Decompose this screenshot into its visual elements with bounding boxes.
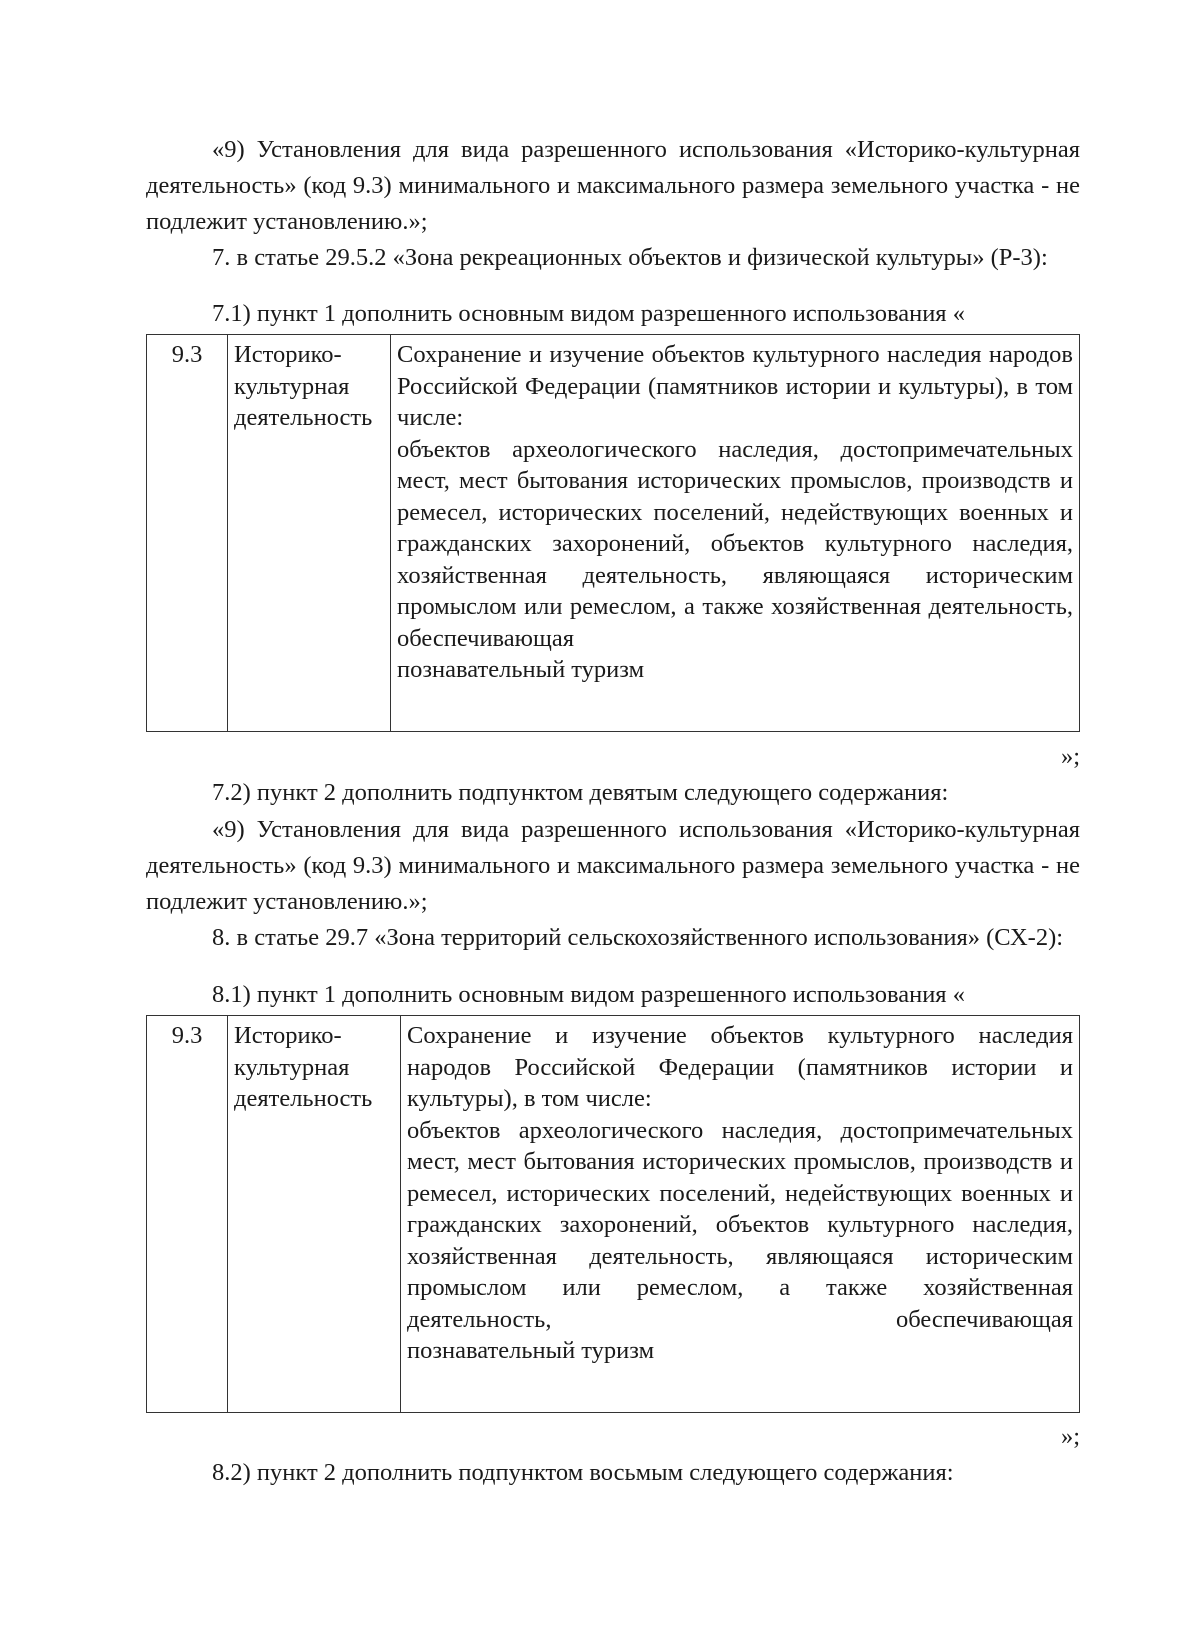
land-use-table-1 xyxy=(146,334,1080,732)
table-cell-description xyxy=(391,335,1080,732)
paragraph-9-establishment: «9) Установления для вида разрешенного использования «Историко-культурная деятельность» (код 9.3) минимального и максимального размера земельного участка - не подлежит установлению.»; xyxy=(146,136,1080,235)
paragraph-9-establishment-2: «9) Установления для вида разрешенного использования «Историко-культурная деятельность» (код 9.3) минимального и максимального размера земельного участка - не подлежит установлению.»; xyxy=(146,816,1080,915)
description-body: объектов археологического наследия, достопримечательных мест, мест бытования исторических промыслов, производств и ремесел, исторических поселений, недействующих военных и гражданских захоронений, объектов культурного наследия, хозяйственная деятельность, являющаяся историческим промыслом или ремеслом, а также хозяйственная деятельность, обеспечивающая xyxy=(397,435,1073,652)
table-row xyxy=(147,1016,1080,1413)
table-cell-name: Историко-культурная деятельность xyxy=(228,1016,401,1413)
paragraph-item-7-2: 7.2) пункт 2 дополнить подпунктом девятым следующего содержания: xyxy=(212,779,949,806)
paragraph-item-7: 7. в статье 29.5.2 «Зона рекреационных объектов и физической культуры» (Р-3): xyxy=(212,244,1048,271)
land-use-table-2 xyxy=(146,1015,1080,1413)
paragraph-item-8-2: 8.2) пункт 2 дополнить подпунктом восьмым следующего содержания: xyxy=(212,1459,954,1486)
paragraph-item-8: 8. в статье 29.7 «Зона территорий сельскохозяйственного использования» (СХ-2): xyxy=(212,924,1064,951)
description-end: познавательный туризм xyxy=(407,1337,655,1364)
closing-quote-1: »; xyxy=(1060,743,1080,770)
description-body: объектов археологического наследия, достопримечательных мест, мест бытования исторических промыслов, производств и ремесел, исторических поселений, недействующих военных и гражданских захоронений, объектов культурного наследия, хозяйственная деятельность, являющаяся историческим промыслом или ремеслом, а также хозяйственная деятельность, обеспечивающая xyxy=(407,1116,1073,1333)
table-cell-description xyxy=(401,1016,1080,1413)
table-row xyxy=(147,335,1080,732)
description-end: познавательный туризм xyxy=(397,656,645,683)
closing-quote-2: »; xyxy=(1060,1423,1080,1450)
description-intro: Сохранение и изучение объектов культурного наследия народов Российской Федерации (памятников истории и культуры), в том числе: xyxy=(397,341,1073,431)
table-cell-code: 9.3 xyxy=(147,1016,228,1413)
paragraph-item-7-1: 7.1) пункт 1 дополнить основным видом разрешенного использования « xyxy=(212,300,965,327)
paragraph-item-8-1: 8.1) пункт 1 дополнить основным видом разрешенного использования « xyxy=(212,981,965,1008)
table-cell-name: Историко-культурная деятельность xyxy=(228,335,391,732)
description-intro: Сохранение и изучение объектов культурного наследия народов Российской Федерации (памятников истории и культуры), в том числе: xyxy=(407,1022,1073,1112)
table-cell-code: 9.3 xyxy=(147,335,228,732)
